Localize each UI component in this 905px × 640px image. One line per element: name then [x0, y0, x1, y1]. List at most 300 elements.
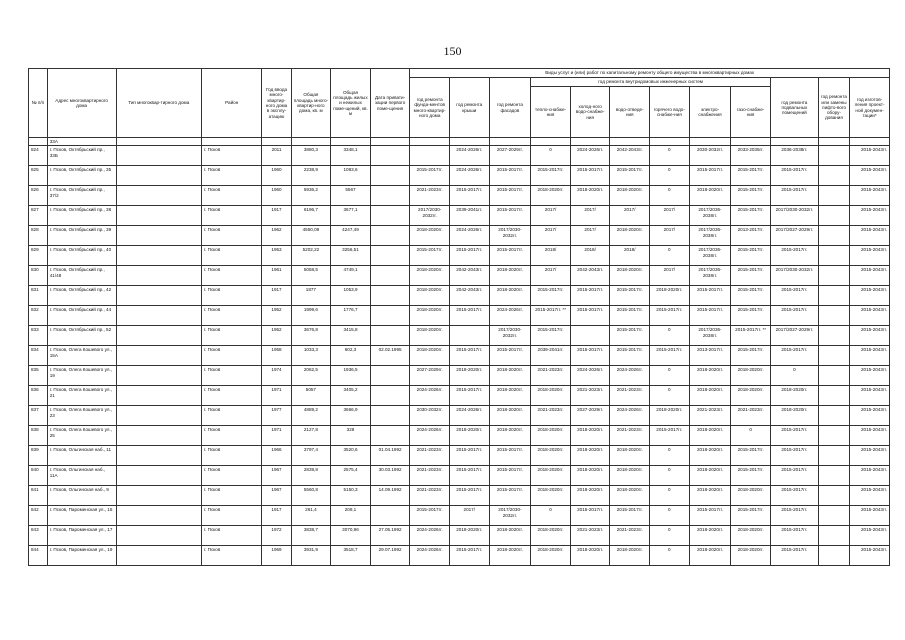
cell-privatization: [370, 306, 410, 326]
table-row: [29, 526, 890, 546]
cell-living-area: 5567: [331, 186, 371, 206]
cell-address: г. Псков, Олега Кошевого ул., 19: [47, 366, 116, 386]
cell-living-area: 4749,1: [331, 266, 371, 286]
cell-cold-water: 2024-2026гг.: [570, 366, 610, 386]
cell-roof: 2015-2017гг.: [449, 446, 489, 466]
cell-facade: 2015-2017гг.: [489, 206, 531, 226]
cell-roof: 2015-2017гг.: [449, 186, 489, 206]
cell-num: 836: [29, 386, 48, 406]
cell-facade: 2027-2029гг.: [489, 146, 531, 166]
cell-gas: 2015-2017гг.: [731, 266, 771, 286]
cell-address: г. Псков, Октябрьский пр., 42: [47, 286, 116, 306]
cell-facade: 2015-2017гг.: [489, 246, 531, 266]
cell-facade: 2015-2017гг.: [489, 446, 531, 466]
cell-privatization: 30.03.1992: [370, 466, 410, 486]
cell-cold-water: 2018/: [570, 246, 610, 266]
cell-basement: 2015-2017гг.: [770, 506, 818, 526]
cell-address: г. Псков, Октябрьский пр., 38: [47, 206, 116, 226]
cell-electric: 2015-2017гг.: [689, 166, 731, 186]
cell-privatization: 01.04.1992: [370, 446, 410, 466]
cell-electric: 2018-2020гг.: [689, 486, 731, 506]
cell-gas: 2015-2017гг.: [731, 306, 771, 326]
table-row: [29, 346, 890, 366]
cell-gas: 2015-2017гг.: [731, 446, 771, 466]
cell-privatization: [370, 206, 410, 226]
cell-gas: 2018-2020гг.: [731, 546, 771, 566]
cell-address: г. Псков, Ольгинская наб., 11А: [47, 466, 116, 486]
cell-design: 2015-2043гг.: [850, 186, 890, 206]
cell-total-area: 4889,2: [291, 406, 331, 426]
cell-basement: 2015-2017гг.: [770, 166, 818, 186]
cell-electric: 2018-2020гг.: [689, 466, 731, 486]
cell-address: г. Псков, Ольгинская наб., 9: [47, 486, 116, 506]
cell-heat: 2018-2020гг.: [531, 486, 571, 506]
cell-total-area: 3931,9: [291, 546, 331, 566]
header-num: № п/п: [29, 69, 48, 138]
cell-elevator: [818, 306, 849, 326]
cell-privatization: [370, 386, 410, 406]
table-row: [29, 506, 890, 526]
cell-privatization: [370, 146, 410, 166]
table-row: [29, 326, 890, 346]
header-basement: год ремонта подвальных помещений: [770, 78, 818, 138]
cell-basement: 2015-2017гг.: [770, 306, 818, 326]
cell-privatization: 02.02.1995: [370, 346, 410, 366]
cell-year: 1966: [262, 446, 291, 466]
cell-hot-water: 0: [650, 486, 690, 506]
cell-design: 2015-2043гг.: [850, 286, 890, 306]
cell-basement: 2015-2017гг.: [770, 346, 818, 366]
cell-living-area: 3405,2: [331, 386, 371, 406]
cell-heat: 2018-2020гг.: [531, 186, 571, 206]
cell-total-area: 1877: [291, 286, 331, 306]
header-hot-water: горячего водо-снабже-ния: [650, 87, 690, 138]
cell-gas: 2015-2017гг.: [731, 466, 771, 486]
cell-foundation: 2021-2023гг.: [410, 186, 450, 206]
cell-year: 1977: [262, 406, 291, 426]
cell-elevator: [818, 346, 849, 366]
cell-foundation: 2024-2026гг.: [410, 426, 450, 446]
cell-roof: 2015-2017гг.: [449, 486, 489, 506]
cell-address: г. Псков, Октябрьский пр., 37/2: [47, 186, 116, 206]
cell-foundation: 2015-2017гг.: [410, 246, 450, 266]
cell-district: г. Псков: [201, 346, 261, 366]
cell-design: 2015-2043гг.: [850, 266, 890, 286]
cell-electric: 2017/2036-2038гг.: [689, 246, 731, 266]
cell-elevator: [818, 226, 849, 246]
cell-district: г. Псков: [201, 226, 261, 246]
cell-cold-water: 2021-2023гг.: [570, 386, 610, 406]
cell-roof: 2015-2017гг.: [449, 386, 489, 406]
cell-address: г. Псков, Олега Кошевого ул., 25: [47, 426, 116, 446]
cell-elevator: [818, 206, 849, 226]
cell-privatization: [370, 186, 410, 206]
cell-total-area: 3838,7: [291, 526, 331, 546]
cell-elevator: [818, 146, 849, 166]
cell-gas: 2015-2017гг.: [731, 186, 771, 206]
cell-foundation: 2018-2020гг.: [410, 346, 450, 366]
cell-basement: 2017/2030-2032гг.: [770, 266, 818, 286]
cell-cold-water: 2015-2017гг.: [570, 506, 610, 526]
cell-sewer: 2021-2023гг.: [610, 386, 650, 406]
cell-cold-water: 2018-2020гг.: [570, 426, 610, 446]
table-row: [29, 406, 890, 426]
cell-sewer: 2018-2020гг.: [610, 186, 650, 206]
cell-year: 1962: [262, 226, 291, 246]
cell-cold-water: 2021-2023гг.: [570, 526, 610, 546]
cell-heat: 2018-2020гг.: [531, 446, 571, 466]
cell-hot-water: 0: [650, 326, 690, 346]
cell-year: 1952: [262, 326, 291, 346]
cell-sewer: 2015-2017гг.: [610, 326, 650, 346]
cell-design: 2015-2043гг.: [850, 246, 890, 266]
cell-basement: 2015-2017гг.: [770, 446, 818, 466]
cell-living-area: 2575,4: [331, 466, 371, 486]
cell-foundation: 2024-2026гг.: [410, 386, 450, 406]
cell-gas: 2018-2020гг.: [731, 366, 771, 386]
capital-repair-table: [28, 68, 890, 566]
cell-year: 1967: [262, 466, 291, 486]
cell-gas: 2018-2020гг.: [731, 526, 771, 546]
cell-basement: 0: [770, 366, 818, 386]
cell-electric: 2018-2020гг.: [689, 546, 731, 566]
cell-heat: 2015-2017гг.: [531, 166, 571, 186]
cell-facade: 2018-2020гг.: [489, 426, 531, 446]
cell-elevator: [818, 246, 849, 266]
cell-design: 2015-2043гг.: [850, 486, 890, 506]
cell-electric: 2017/2036-2038гг.: [689, 266, 731, 286]
cell-electric: 2017/2036-2038гг.: [689, 206, 731, 226]
cell-foundation: 2018-2020гг.: [410, 266, 450, 286]
cell-district: г. Псков: [201, 266, 261, 286]
cell-hot-water: 2017/: [650, 226, 690, 246]
cell-hot-water: 0: [650, 166, 690, 186]
cell-cold-water: 2018-2020гг.: [570, 446, 610, 466]
cell-facade: 2017/2030-2032гг.: [489, 506, 531, 526]
cell-basement: 2015-2017гг.: [770, 466, 818, 486]
cell-district: г. Псков: [201, 286, 261, 306]
cell-living-area: 1776,7: [331, 306, 371, 326]
cell-design: 2015-2043гг.: [850, 526, 890, 546]
cell-type: [116, 346, 201, 366]
cell-basement: 2015-2017гг.: [770, 426, 818, 446]
cell-sewer: 2017/: [610, 206, 650, 226]
cell-foundation: 2015-2017гг.: [410, 506, 450, 526]
header-total-area: Общая площадь много-квартир-ного дома, кв. м: [291, 69, 331, 138]
cell-cold-water: 2015-2017гг.: [570, 166, 610, 186]
cell-living-area: 3415,8: [331, 326, 371, 346]
cell-type: [116, 386, 201, 406]
cell-facade: 2015-2017гг.: [489, 466, 531, 486]
cell-cold-water: 2015-2017гг.: [570, 286, 610, 306]
cell-type: [116, 326, 201, 346]
header-district: Район: [201, 69, 261, 138]
cell-sewer: 2018-2020гг.: [610, 446, 650, 466]
cell-elevator: [818, 166, 849, 186]
cell-sewer: 2015-2017гг.: [610, 346, 650, 366]
cell-year: 1958: [262, 346, 291, 366]
cell-type: [116, 286, 201, 306]
cell-cold-water: 2027-2029гг.: [570, 406, 610, 426]
cell-design: 2015-2043гг.: [850, 206, 890, 226]
cell-address: г. Псков, Олега Кошевого ул., 15А: [47, 346, 116, 366]
cell-year: 1967: [262, 486, 291, 506]
cell-heat: 2018/: [531, 246, 571, 266]
cell-foundation: 2021-2023гг.: [410, 466, 450, 486]
cell-address: г. Псков, Пароменская ул., 17: [47, 526, 116, 546]
cell-roof: 2017/: [449, 506, 489, 526]
cell-elevator: [818, 286, 849, 306]
cell-foundation: 2027-2029гг.: [410, 366, 450, 386]
cell-living-area: 602,3: [331, 346, 371, 366]
cell-total-area: 2839,8: [291, 466, 331, 486]
cell-sewer: 2015-2017гг.: [610, 506, 650, 526]
cell-district: г. Псков: [201, 526, 261, 546]
cell-district: г. Псков: [201, 326, 261, 346]
cell-living-area: 209,1: [331, 506, 371, 526]
cell-total-area: 2127,8: [291, 426, 331, 446]
cell-address: г. Псков, Октябрьский пр., 52: [47, 326, 116, 346]
header-sewer: водо-отведе-ния: [610, 87, 650, 138]
cell-cold-water: 2018-2020гг.: [570, 466, 610, 486]
cell-type: [116, 266, 201, 286]
cell-roof: 2018-2020гг.: [449, 366, 489, 386]
cell-roof: 2042-2043гг.: [449, 266, 489, 286]
cell-heat: 0: [531, 506, 571, 526]
cell-cold-water: 2042-2043гг.: [570, 266, 610, 286]
cell-num: 838: [29, 426, 48, 446]
cell-design: 2015-2043гг.: [850, 406, 890, 426]
cell-year: 1961: [262, 266, 291, 286]
cell-total-area: 5560,8: [291, 486, 331, 506]
cell-privatization: [370, 226, 410, 246]
cell-living-area: 1083,6: [331, 166, 371, 186]
cell-heat: 0: [531, 146, 571, 166]
cell-heat: 2015-2017гг. **: [531, 306, 571, 326]
cell-basement: 2015-2017гг.: [770, 546, 818, 566]
cell-elevator: [818, 426, 849, 446]
cell-hot-water: 2017/: [650, 266, 690, 286]
cell-cold-water: [570, 326, 610, 346]
cell-gas: 2015-2017гг.: [731, 286, 771, 306]
table-row: [29, 146, 890, 166]
cell-foundation: 2024-2026гг.: [410, 546, 450, 566]
continuation-row: [29, 138, 890, 146]
cell-total-area: 5936,2: [291, 186, 331, 206]
cell-electric: 2015-2017гг.: [689, 506, 731, 526]
cell-num: 833: [29, 326, 48, 346]
cell-total-area: 3676,8: [291, 326, 331, 346]
cell-sewer: 2015-2017гг.: [610, 306, 650, 326]
cell-type: [116, 466, 201, 486]
cell-facade: 2018-2020гг.: [489, 546, 531, 566]
cell-hot-water: 2015-2017гг.: [650, 306, 690, 326]
cell-hot-water: 0: [650, 446, 690, 466]
cell-district: г. Псков: [201, 166, 261, 186]
cell-roof: 2042-2043гг.: [449, 286, 489, 306]
cell-address: г. Псков, Октябрьский пр., 44: [47, 306, 116, 326]
cell-address: г. Псков, Олега Кошевого ул., 23: [47, 406, 116, 426]
cell-living-area: 1053,9: [331, 286, 371, 306]
cell-foundation: 2017/2030-2032гг.: [410, 206, 450, 226]
cell-hot-water: 2017/: [650, 206, 690, 226]
cell-roof: 2015-2017гг.: [449, 246, 489, 266]
cell-basement: 2015-2017гг.: [770, 246, 818, 266]
cell-privatization: 14.09.1992: [370, 486, 410, 506]
table-row: [29, 226, 890, 246]
cell-design: 2015-2043гг.: [850, 546, 890, 566]
cell-electric: 2013-2017гг.: [689, 346, 731, 366]
cell-cold-water: 2018-2020гг.: [570, 486, 610, 506]
cell-elevator: [818, 186, 849, 206]
cell-cold-water: 2024-2026гг.: [570, 146, 610, 166]
header-cold-water: холод-ного водо-снабже-ния: [570, 87, 610, 138]
cell-foundation: [410, 146, 450, 166]
cell-elevator: [818, 486, 849, 506]
header-systems-group: год ремонта внутридомовых инженерных систем: [531, 78, 771, 87]
cell-address: г. Псков, Пароменская ул., 15: [47, 506, 116, 526]
cell-district: г. Псков: [201, 366, 261, 386]
cell-num: 842: [29, 506, 48, 526]
cell-sewer: 2015-2017гг.: [610, 286, 650, 306]
cell-year: 1960: [262, 166, 291, 186]
cell-design: 2015-2043гг.: [850, 506, 890, 526]
cell-type: [116, 506, 201, 526]
cell-basement: 2036-2038гг.: [770, 146, 818, 166]
cell-hot-water: 0: [650, 546, 690, 566]
cell-num: 839: [29, 446, 48, 466]
cell-roof: 2018-2020гг.: [449, 426, 489, 446]
cell-roof: [449, 326, 489, 346]
cell-hot-water: 0: [650, 386, 690, 406]
header-roof: год ремонта крыши: [449, 78, 489, 138]
cell-gas: 2013-2017гг.: [731, 226, 771, 246]
cell-facade: 2018-2020гг.: [489, 526, 531, 546]
cell-cold-water: 2017/: [570, 226, 610, 246]
cell-year: 1969: [262, 546, 291, 566]
cell-year: 1974: [262, 366, 291, 386]
cell-gas: 2015-2017гг.: [731, 246, 771, 266]
cell-heat: 2015-2017гг.: [531, 326, 571, 346]
cell-electric: 2015-2017гг.: [689, 306, 731, 326]
cell-electric: 2018-2020гг.: [689, 426, 731, 446]
cell-year: 1971: [262, 386, 291, 406]
cell-heat: 2018-2020гг.: [531, 426, 571, 446]
cell-gas: 2015-2017гг.: [731, 166, 771, 186]
cell-living-area: 5150,3: [331, 486, 371, 506]
header-living-area: Общая площадь жилых и нежилых поме-щений, кв. м: [331, 69, 371, 138]
cell-facade: 2018-2020гг.: [489, 286, 531, 306]
cell-total-area: 1033,3: [291, 346, 331, 366]
header-foundation: год ремонта фунда-ментов много-квартир-ного дома: [410, 78, 450, 138]
cell-design: 2015-2043гг.: [850, 366, 890, 386]
cell-sewer: 2042-2043гг.: [610, 146, 650, 166]
cell-district: г. Псков: [201, 246, 261, 266]
cell-privatization: [370, 506, 410, 526]
cell-type: [116, 446, 201, 466]
header-facade: год ремонта фасадов: [489, 78, 531, 138]
cell-sewer: 2024-2026гг.: [610, 366, 650, 386]
cell-num: 841: [29, 486, 48, 506]
cell-roof: 2015-2017гг.: [449, 546, 489, 566]
header-design: год изготов-ления проект-ной докумен-тации*: [850, 78, 890, 138]
cell-living-area: 3348,1: [331, 146, 371, 166]
cell-design: 2015-2043гг.: [850, 446, 890, 466]
cell-living-area: 3677,1: [331, 206, 371, 226]
cell-facade: 2024-2026гг.: [489, 306, 531, 326]
table-row: [29, 386, 890, 406]
cell-foundation: 2021-2023гг.: [410, 446, 450, 466]
cell-address: г. Псков, Октябрьский пр., 33Б: [47, 146, 116, 166]
cell-living-area: 3256,51: [331, 246, 371, 266]
cell-year: 1971: [262, 426, 291, 446]
table-row: [29, 266, 890, 286]
cell-type: [116, 426, 201, 446]
cell-design: 2015-2043гг.: [850, 166, 890, 186]
cell-type: [116, 486, 201, 506]
cell-privatization: [370, 286, 410, 306]
cell-gas: 0: [731, 426, 771, 446]
cell-cold-water: 2017/: [570, 206, 610, 226]
cell-year: 1917: [262, 206, 291, 226]
table-row: [29, 306, 890, 326]
cell-sewer: 2024-2026гг.: [610, 406, 650, 426]
cell-electric: 2018-2020гг.: [689, 386, 731, 406]
cell-design: 2015-2043гг.: [850, 386, 890, 406]
cell-living-area: 1936,5: [331, 366, 371, 386]
table-row: [29, 286, 890, 306]
cell-num: 829: [29, 246, 48, 266]
cell-foundation: 2018-2020гг.: [410, 306, 450, 326]
header-address: Адрес многоквартирного дома: [47, 69, 116, 138]
cell-roof: 2015-2017гг.: [449, 466, 489, 486]
cell-type: [116, 206, 201, 226]
cell-elevator: [818, 526, 849, 546]
cell-hot-water: 0: [650, 246, 690, 266]
cell-living-area: 3070,96: [331, 526, 371, 546]
cell-electric: 2018-2020гг.: [689, 446, 731, 466]
cell-roof: 2039-2041гг.: [449, 206, 489, 226]
cell-district: г. Псков: [201, 406, 261, 426]
cell-district: г. Псков: [201, 386, 261, 406]
cell-district: г. Псков: [201, 466, 261, 486]
cell-cold-water: 2018-2020гг.: [570, 186, 610, 206]
cell-living-area: 4247,49: [331, 226, 371, 246]
cell-roof: 2024-2026гг.: [449, 406, 489, 426]
cell-facade: 2018-2020гг.: [489, 386, 531, 406]
cell-type: [116, 246, 201, 266]
cell-num: 828: [29, 226, 48, 246]
cell-hot-water: 0: [650, 526, 690, 546]
cell-district: г. Псков: [201, 446, 261, 466]
cell-hot-water: 0: [650, 506, 690, 526]
cell-electric: 2015-2017гг.: [689, 286, 731, 306]
cell-num: 826: [29, 186, 48, 206]
cell-hot-water: 2018-2020гг.: [650, 406, 690, 426]
cell-living-area: 3518,7: [331, 546, 371, 566]
cell-type: [116, 166, 201, 186]
cell-elevator: [818, 266, 849, 286]
cell-heat: 2021-2023гг.: [531, 366, 571, 386]
page-number: 150: [443, 44, 462, 58]
header-works-group: Виды услуг и (или) работ по капитальному ремонту общего имущества в многоквартирных домах: [410, 69, 890, 78]
cell-sewer: 2021-2023гг.: [610, 526, 650, 546]
cell-address: г. Псков, Октябрьский пр., 41/48: [47, 266, 116, 286]
cell-num: 825: [29, 166, 48, 186]
cell-gas: 2015-2017гг.: [731, 346, 771, 366]
cell-year: 1952: [262, 306, 291, 326]
cell-hot-water: 0: [650, 366, 690, 386]
